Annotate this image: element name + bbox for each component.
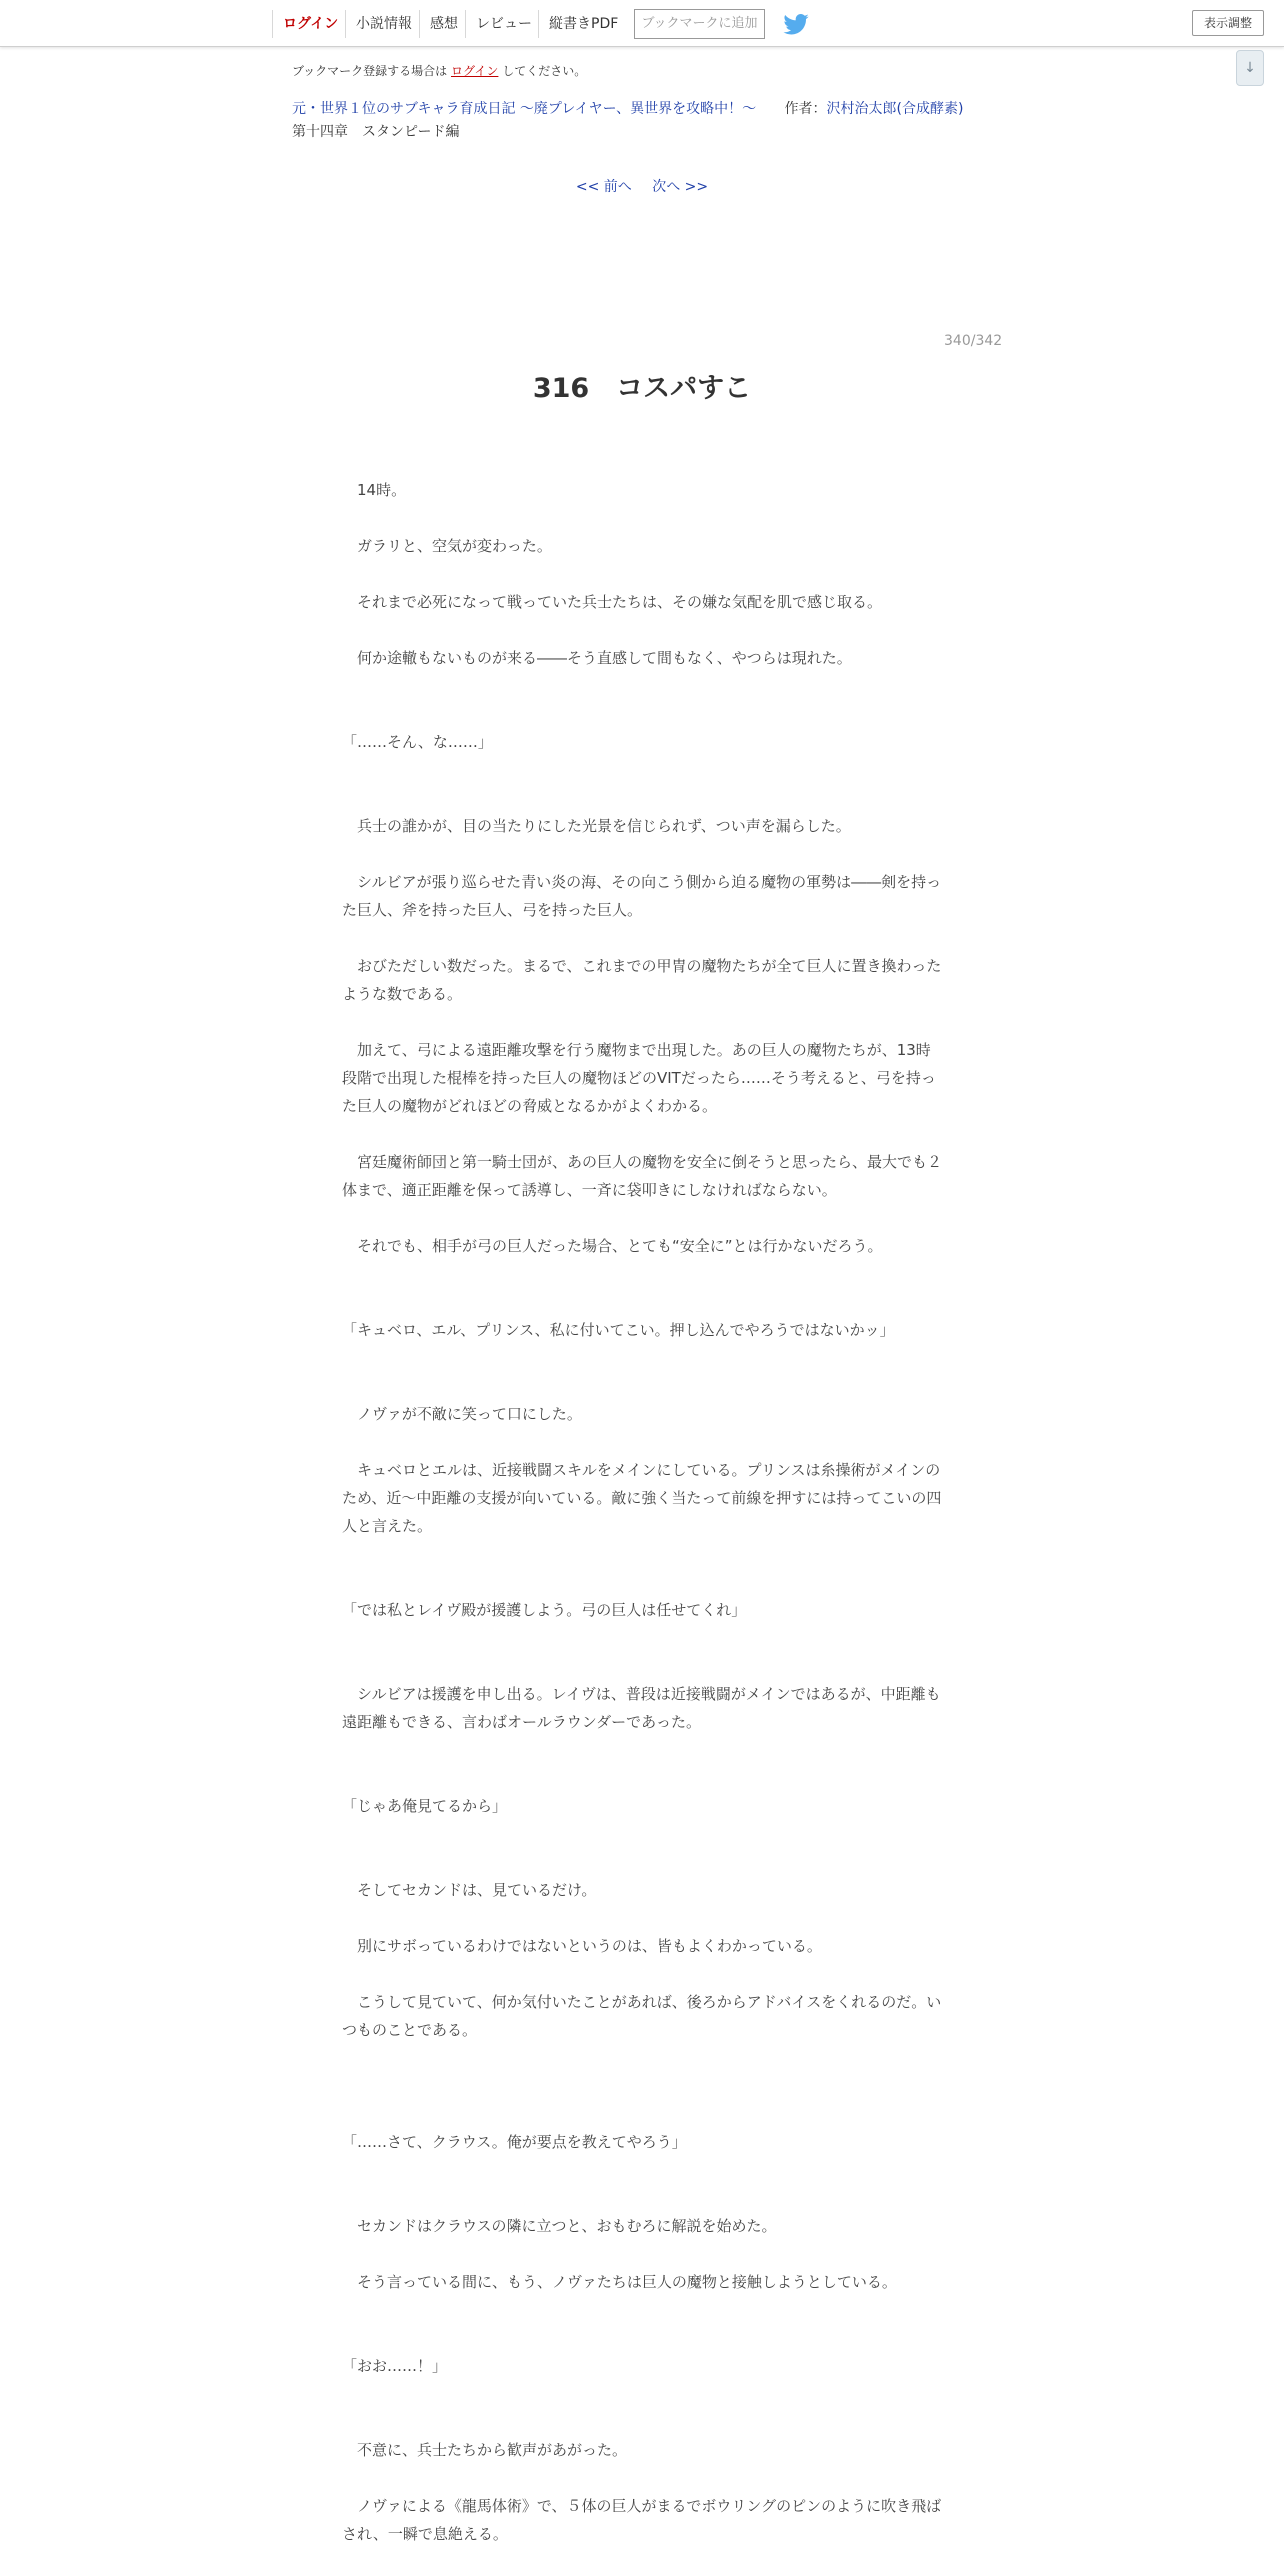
body-paragraph: それでも、相手が弓の巨人だった場合、とても“安全に”とは行かないだろう。 (342, 1237, 883, 1255)
body-paragraph (342, 1288, 942, 1316)
bookmark-login-note (292, 62, 586, 79)
body-paragraph (342, 1204, 942, 1232)
body-paragraph: セカンドはクラウスの隣に立つと、おもむろに解説を始めた。 (342, 2217, 777, 2235)
body-paragraph (342, 560, 942, 588)
body-paragraph (342, 1540, 942, 1568)
body-paragraph (342, 2156, 942, 2184)
body-paragraph (342, 504, 942, 532)
body-paragraph: 不意に、兵士たちから歓声があがった。 (342, 2441, 628, 2459)
display-settings-button[interactable]: 表示調整 (1192, 10, 1264, 36)
body-paragraph: シルビアは援護を申し出る。レイヴは、普段は近接戦闘がメインではあるが、中距離も遠距離もできる、言わばオールラウンダーであった。 (342, 1685, 941, 1731)
body-paragraph (342, 700, 942, 728)
body-paragraph (342, 2324, 942, 2352)
body-paragraph: キュベロとエルは、近接戦闘スキルをメインにしている。プリンスは糸操術がメインのため、近～中距離の支援が向いている。敵に強く当たって前線を押すには持ってこいの四人と言えた。 (342, 1461, 942, 1535)
add-bookmark-button[interactable]: ブックマークに追加 (634, 9, 765, 39)
body-paragraph (342, 2184, 942, 2212)
twitter-icon[interactable] (783, 14, 809, 35)
body-paragraph (342, 1820, 942, 1848)
body-paragraph (342, 1904, 942, 1932)
body-paragraph (342, 2380, 942, 2408)
nav-login-link[interactable]: ログイン (272, 10, 348, 38)
body-paragraph (342, 924, 942, 952)
bookmark-note-login-link[interactable]: ログイン (451, 64, 499, 78)
body-paragraph: 加えて、弓による遠距離攻撃を行う魔物まで出現した。あの巨人の魔物たちが、13時段階で出現した棍棒を持った巨人の魔物ほどのVITだったら……そう考えると、弓を持った巨人の魔物がどれほどの脅威となるかがよくわかる。 (342, 1041, 936, 1115)
body-paragraph: 宮廷魔術師団と第一騎士団が、あの巨人の魔物を安全に倒そうと思ったら、最大でも２体まで、適正距離を保って誘導し、一斉に袋叩きにしなければならない。 (342, 1153, 943, 1199)
nav-vertical-pdf-link[interactable]: 縦書きPDF (538, 10, 628, 38)
body-paragraph: 何か途轍もないものが来る――そう直感して間もなく、やつらは現れた。 (342, 649, 852, 667)
novel-body-text (342, 476, 942, 2548)
body-paragraph (342, 616, 942, 644)
body-paragraph: そう言っている間に、もう、ノヴァたちは巨人の魔物と接触しようとしている。 (342, 2273, 897, 2291)
body-paragraph (342, 1764, 942, 1792)
body-paragraph (342, 1624, 942, 1652)
body-paragraph: そしてセカンドは、見ているだけ。 (342, 1881, 597, 1899)
body-paragraph (342, 2296, 942, 2324)
body-paragraph: 「では私とレイヴ殿が援護しよう。弓の巨人は任せてくれ」 (342, 1601, 747, 1619)
body-paragraph (342, 1568, 942, 1596)
body-paragraph (342, 1372, 942, 1400)
body-paragraph: 「じゃあ俺見てるから」 (342, 1797, 508, 1815)
nav-novel-info-link[interactable]: 小説情報 (345, 10, 422, 38)
body-paragraph (342, 840, 942, 868)
body-paragraph: 14時。 (342, 481, 407, 499)
body-paragraph (342, 1960, 942, 1988)
body-paragraph: シルビアが張り巡らせた青い炎の海、その向こう側から迫る魔物の軍勢は――剣を持った巨人、斧を持った巨人、弓を持った巨人。 (342, 873, 942, 919)
body-paragraph: ノヴァによる《龍馬体術》で、５体の巨人がまるでボウリングのピンのように吹き飛ばされ、一瞬で息絶える。 (342, 2497, 942, 2543)
top-navigation-bar (0, 0, 1284, 47)
body-paragraph (342, 1008, 942, 1036)
nav-impressions-link[interactable]: 感想 (419, 10, 468, 38)
body-paragraph (342, 1344, 942, 1372)
body-paragraph (342, 784, 942, 812)
body-paragraph: ガラリと、空気が変わった。 (342, 537, 552, 555)
body-paragraph: 「……そん、な……」 (342, 733, 493, 751)
chapter-title: 第十四章 スタンピード編 (292, 124, 460, 140)
author-link[interactable]: 沢村治太郎(合成酵素) (826, 101, 964, 117)
body-paragraph: ノヴァが不敵に笑って口にした。 (342, 1405, 582, 1423)
body-paragraph (342, 672, 942, 700)
body-paragraph (342, 1736, 942, 1764)
novel-title-link[interactable]: 元・世界１位のサブキャラ育成日記 ～廃プレイヤー、異世界を攻略中！～ (292, 101, 757, 117)
episode-pager (0, 176, 1284, 196)
body-paragraph (342, 2072, 942, 2100)
body-paragraph (342, 2408, 942, 2436)
body-paragraph (342, 2044, 942, 2072)
body-paragraph: こうして見ていて、何か気付いたことがあれば、後ろからアドバイスをくれるのだ。いつものことである。 (342, 1993, 942, 2039)
author-label: 作者： (784, 101, 827, 117)
novel-info-line (292, 98, 963, 118)
body-paragraph: 別にサボっているわけではないというのは、皆もよくわかっている。 (342, 1937, 822, 1955)
episode-title: 316 コスパすこ (532, 373, 752, 404)
bookmark-note-prefix: ブックマーク登録する場合は (292, 64, 448, 78)
body-paragraph (342, 1652, 942, 1680)
body-paragraph (342, 2240, 942, 2268)
body-paragraph (342, 756, 942, 784)
prev-episode-link[interactable]: << 前へ (575, 179, 632, 195)
body-paragraph (342, 2464, 942, 2492)
body-paragraph: おびただしい数だった。まるで、これまでの甲冑の魔物たちが全て巨人に置き換わったような数である。 (342, 957, 942, 1003)
body-paragraph: 兵士の誰かが、目の当たりにした光景を信じられず、つい声を漏らした。 (342, 817, 851, 835)
nav-review-link[interactable]: レビュー (465, 10, 542, 38)
body-paragraph (342, 1428, 942, 1456)
body-paragraph: 「おお……！」 (342, 2357, 448, 2375)
body-paragraph: それまで必死になって戦っていた兵士たちは、その嫌な気配を肌で感じ取る。 (342, 593, 883, 611)
body-paragraph (342, 1260, 942, 1288)
scroll-down-button[interactable] (1236, 50, 1264, 86)
body-paragraph: 「……さて、クラウス。俺が要点を教えてやろう」 (342, 2133, 687, 2151)
arrow-down-icon: ↓ (1244, 60, 1256, 76)
bookmark-note-suffix: してください。 (502, 64, 587, 78)
episode-count: 340/342 (944, 333, 1003, 349)
body-paragraph: 「キュベロ、エル、プリンス、私に付いてこい。押し込んでやろうではないかッ」 (342, 1321, 895, 1339)
body-paragraph (342, 1848, 942, 1876)
body-paragraph (342, 1120, 942, 1148)
body-paragraph (342, 2100, 942, 2128)
next-episode-link[interactable]: 次へ >> (652, 179, 709, 195)
